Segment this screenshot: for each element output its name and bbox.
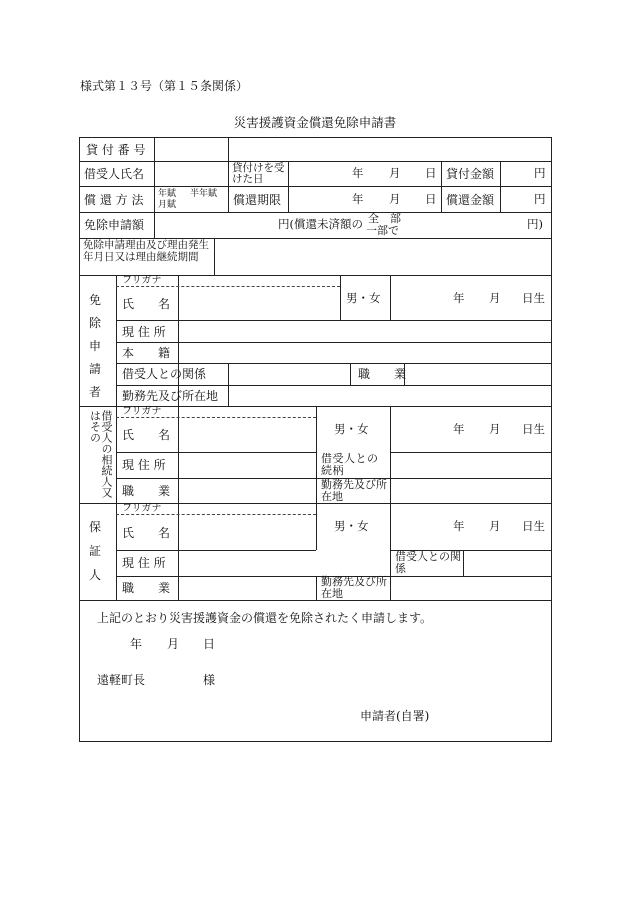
loan-amount-label: 貸付金額 — [446, 167, 495, 181]
declaration-statement: 上記のとおり災害援護資金の償還を免除されたく申請します。 — [97, 611, 433, 625]
applicant-name-label: 氏 名 — [122, 297, 171, 311]
exemption-yen-unit: 円) — [527, 217, 543, 231]
declaration-month-unit: 月 — [167, 637, 180, 651]
applicant-workplace-label: 勤務先及び所在地 — [122, 389, 219, 403]
heir-gender-field: 男・女 — [334, 422, 369, 436]
exemption-amount-label: 免除申請額 — [84, 218, 145, 232]
deadline-day-unit: 日 — [425, 192, 437, 206]
guarantor-gender-field: 男・女 — [334, 519, 369, 533]
applicant-birth-day-unit: 日生 — [522, 291, 545, 305]
semiannual-option: 半年賦 — [190, 189, 218, 199]
applicant-gender-field: 男・女 — [346, 291, 381, 305]
borrower-name-label: 借受人氏名 — [84, 167, 145, 181]
applicant-furigana-label: フリガナ — [122, 275, 162, 286]
deadline-month-unit: 月 — [389, 192, 401, 206]
applicant-signature-label: 申請者(自署) — [360, 709, 430, 723]
declaration-year-unit: 年 — [130, 637, 143, 651]
applicant-address-label: 現 住 所 — [122, 325, 166, 339]
addressee: 遠軽町長 — [97, 673, 146, 687]
guarantor-furigana-label: フリガナ — [122, 503, 162, 514]
repaid-amount-label: 償還金額 — [446, 193, 495, 207]
heir-name-label: 氏 名 — [122, 428, 171, 442]
all-option: 全 部 — [368, 212, 401, 225]
heir-birth-month-unit: 月 — [489, 422, 501, 436]
heir-occupation-label: 職 業 — [122, 484, 171, 498]
guarantor-address-label: 現 住 所 — [122, 556, 166, 570]
applicant-domicile-label: 本 籍 — [122, 346, 171, 360]
repayment-deadline-label: 償還期限 — [233, 193, 282, 207]
loan-received-date-label: 貸付けを受けた日 — [232, 162, 285, 185]
applicant-relation-label: 借受人との関係 — [122, 367, 207, 381]
deadline-year-unit: 年 — [352, 192, 364, 206]
part-option: 一部で — [366, 224, 399, 237]
form-number: 様式第１３号（第１５条関係） — [80, 79, 249, 93]
guarantor-relation-label: 借受人との関係 — [395, 550, 461, 575]
heir-birth-year-unit: 年 — [453, 422, 465, 436]
heir-address-label: 現 住 所 — [122, 458, 166, 472]
applicant-occupation-label: 職 業 — [358, 367, 407, 381]
heir-birth-day-unit: 日生 — [522, 422, 545, 436]
reason-label: 免除申請理由及び理由発生年月日又は理由継続期間 — [83, 239, 209, 263]
heir-furigana-label: フリガナ — [122, 406, 162, 417]
heir-relationship-label: 借受人との続柄 — [321, 452, 379, 477]
heir-workplace-label: 勤務先及び所在地 — [321, 478, 387, 503]
unpaid-prefix: 円(償還未済額の — [278, 217, 363, 231]
heir-section-label: 借受人の相続人又はその — [88, 410, 113, 498]
received-day-unit: 日 — [425, 166, 437, 180]
guarantor-name-label: 氏 名 — [122, 526, 171, 540]
guarantor-birth-year-unit: 年 — [453, 519, 465, 533]
guarantor-birth-day-unit: 日生 — [522, 519, 545, 533]
guarantor-section-label: 保証人 — [88, 520, 101, 582]
monthly-option: 月賦 — [158, 200, 177, 210]
annual-option: 年賦 — [158, 189, 177, 199]
applicant-section-label: 免除申請者 — [88, 293, 101, 399]
guarantor-workplace-label: 勤務先及び所在地 — [321, 575, 387, 600]
repayment-method-label: 償 還 方 法 — [84, 193, 144, 207]
page-title: 災害援護資金償還免除申請書 — [233, 115, 397, 130]
guarantor-birth-month-unit: 月 — [489, 519, 501, 533]
addressee-honorific: 様 — [203, 673, 216, 687]
guarantor-occupation-label: 職 業 — [122, 581, 171, 595]
loan-amount-yen-unit: 円 — [534, 166, 546, 180]
received-month-unit: 月 — [389, 166, 401, 180]
loan-number-label: 貸 付 番 号 — [86, 143, 146, 157]
declaration-day-unit: 日 — [203, 637, 216, 651]
received-year-unit: 年 — [352, 166, 364, 180]
applicant-birth-month-unit: 月 — [489, 291, 501, 305]
applicant-birth-year-unit: 年 — [453, 291, 465, 305]
repaid-amount-yen-unit: 円 — [534, 192, 546, 206]
